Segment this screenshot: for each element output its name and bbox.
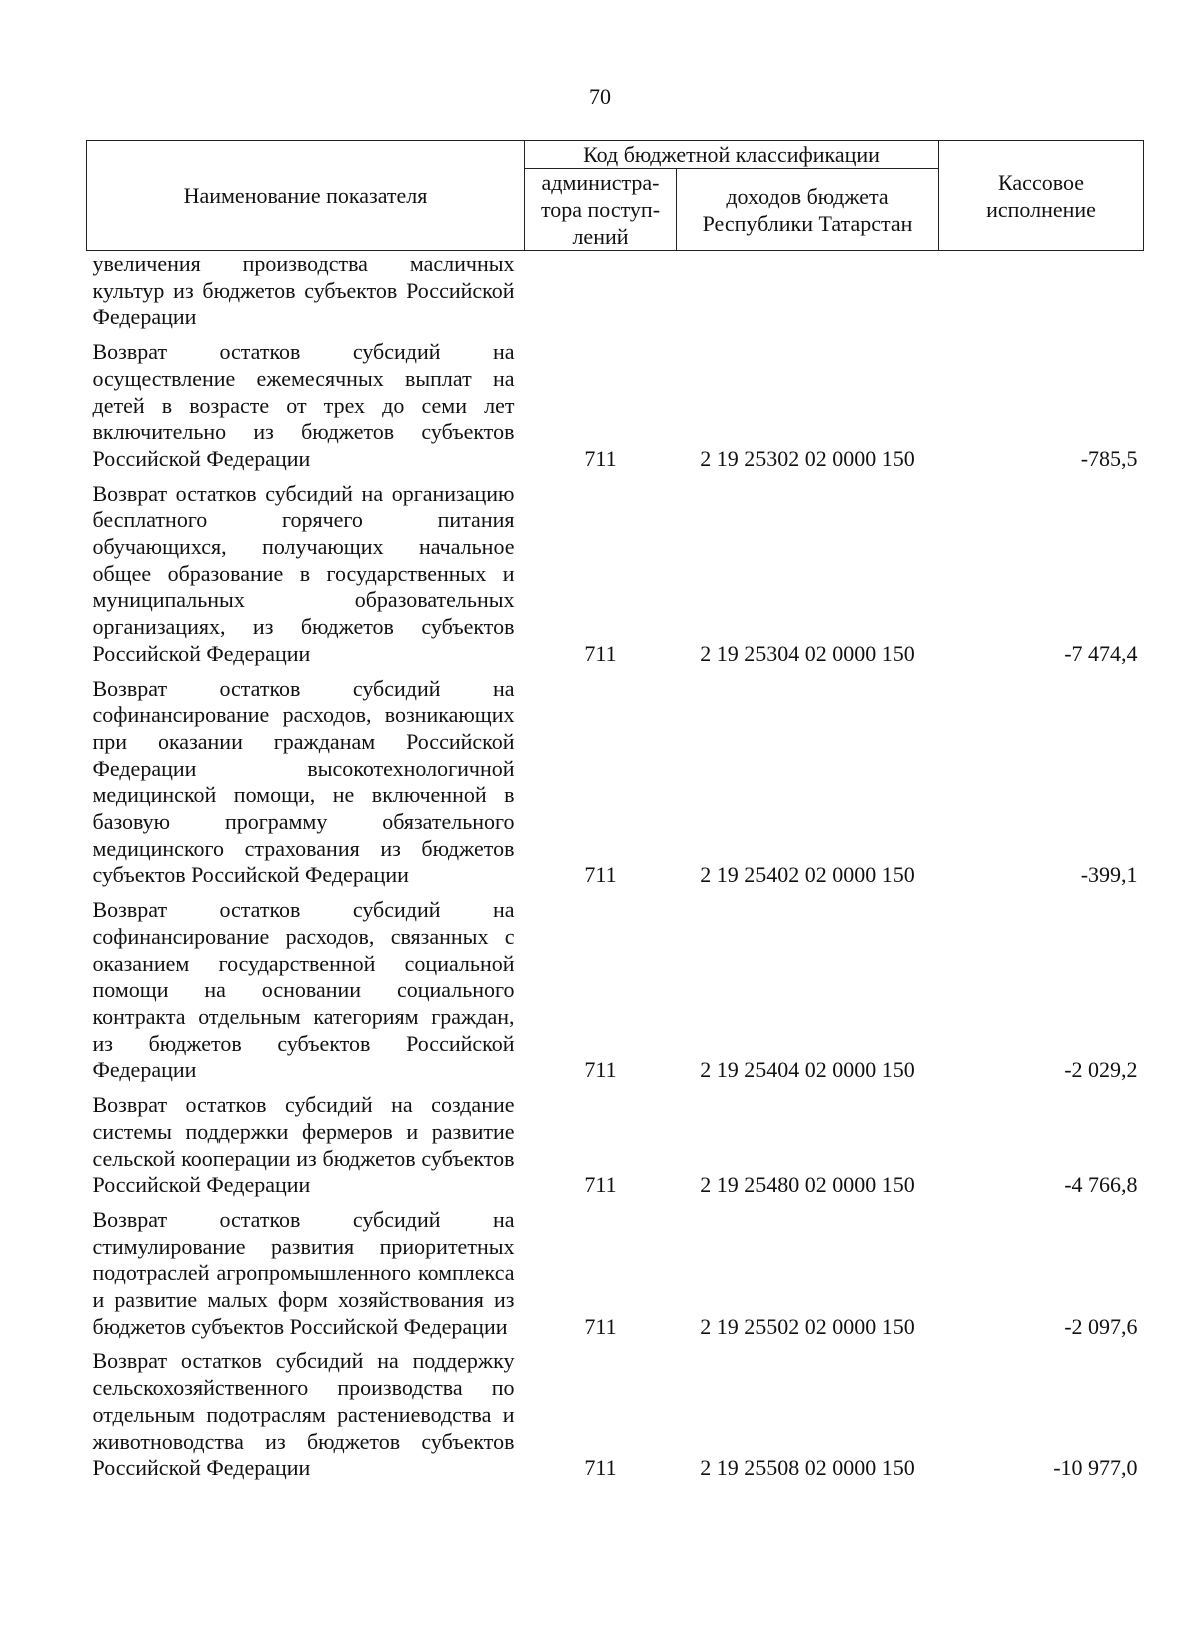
header-execution: Кассовое исполнение <box>939 141 1144 251</box>
row-admin-code: 711 <box>584 1313 617 1339</box>
row-revenue-code: 2 19 25404 02 0000 150 <box>700 1057 915 1083</box>
table-header <box>87 141 1144 251</box>
table-row <box>87 251 1144 338</box>
table-row <box>87 1205 1144 1347</box>
row-admin-code: 711 <box>584 862 617 888</box>
row-amount: -2 029,2 <box>1064 1057 1138 1083</box>
row-admin-code: 711 <box>584 1455 617 1481</box>
table-row <box>87 1346 1144 1488</box>
row-name: Возврат остатков субсидий на организацию бесплатного горячего питания обучающихся, получающих начальное общее образование в государственных и муниципальных образовательных организациях, из бюджетов субъектов Российской Федерации <box>92 480 515 666</box>
row-revenue-code: 2 19 25508 02 0000 150 <box>700 1455 915 1481</box>
header-revenue: доходов бюджета Республики Татарстан <box>677 169 939 251</box>
row-name: Возврат остатков субсидий на стимулирование развития приоритетных подотраслей агропромышленного комплекса и развитие малых форм хозяйствования из бюджетов субъектов Российской Федерации <box>92 1206 515 1339</box>
row-amount: -4 766,8 <box>1064 1172 1138 1198</box>
row-name: Возврат остатков субсидий на создание системы поддержки фермеров и развитие сельской кооперации из бюджетов субъектов Российской Федерации <box>92 1092 515 1198</box>
table-body <box>87 251 1144 1488</box>
row-revenue-code: 2 19 25480 02 0000 150 <box>700 1172 915 1198</box>
row-name: Возврат остатков субсидий на осуществление ежемесячных выплат на детей в возрасте от трех до семи лет включительно из бюджетов субъектов Российской Федерации <box>92 339 515 471</box>
row-amount <box>939 251 1144 338</box>
row-amount: -399,1 <box>1080 862 1138 888</box>
row-name: Возврат остатков субсидий на софинансирование расходов, связанных с оказанием государственной социальной помощи на основании социального контракта отдельным категориям граждан, из бюджетов субъектов Российской Федерации <box>92 897 515 1083</box>
row-amount: -7 474,4 <box>1064 640 1138 666</box>
row-name: Возврат остатков субсидий на поддержку сельскохозяйственного производства по отдельным подотраслям растениеводства и животноводства из бюджетов субъектов Российской Федерации <box>92 1348 515 1481</box>
row-revenue-code: 2 19 25304 02 0000 150 <box>700 640 915 666</box>
row-amount: -785,5 <box>1080 445 1138 471</box>
row-name: увеличения производства масличных культур из бюджетов субъектов Российской Федерации <box>92 251 515 330</box>
row-revenue-code: 2 19 25402 02 0000 150 <box>700 862 915 888</box>
header-code-group: Код бюджетной классификации <box>525 141 939 169</box>
table-row <box>87 337 1144 479</box>
budget-revenue-table <box>86 140 1144 1488</box>
row-admin-code: 711 <box>584 640 617 666</box>
row-name: Возврат остатков субсидий на софинансирование расходов, возникающих при оказании гражданам Российской Федерации высокотехнологичной медицинской помощи, не включенной в базовую программу обязательного медицинского страхования из бюджетов субъектов Российской Федерации <box>92 675 515 888</box>
row-revenue-code: 2 19 25302 02 0000 150 <box>700 445 915 471</box>
row-admin-code <box>525 251 677 338</box>
row-admin-code: 711 <box>584 1057 617 1083</box>
table-row <box>87 895 1144 1090</box>
page-number: 70 <box>589 84 611 109</box>
header-administrator: администра-тора поступ-лений <box>525 169 677 251</box>
header-name: Наименование показателя <box>87 141 525 251</box>
row-amount: -2 097,6 <box>1064 1313 1138 1339</box>
table-row <box>87 1090 1144 1205</box>
table-row <box>87 479 1144 674</box>
row-revenue-code <box>677 251 939 338</box>
row-revenue-code: 2 19 25502 02 0000 150 <box>700 1313 915 1339</box>
table-row <box>87 674 1144 896</box>
row-amount: -10 977,0 <box>1053 1455 1138 1481</box>
row-admin-code: 711 <box>584 1172 617 1198</box>
row-admin-code: 711 <box>584 445 617 471</box>
